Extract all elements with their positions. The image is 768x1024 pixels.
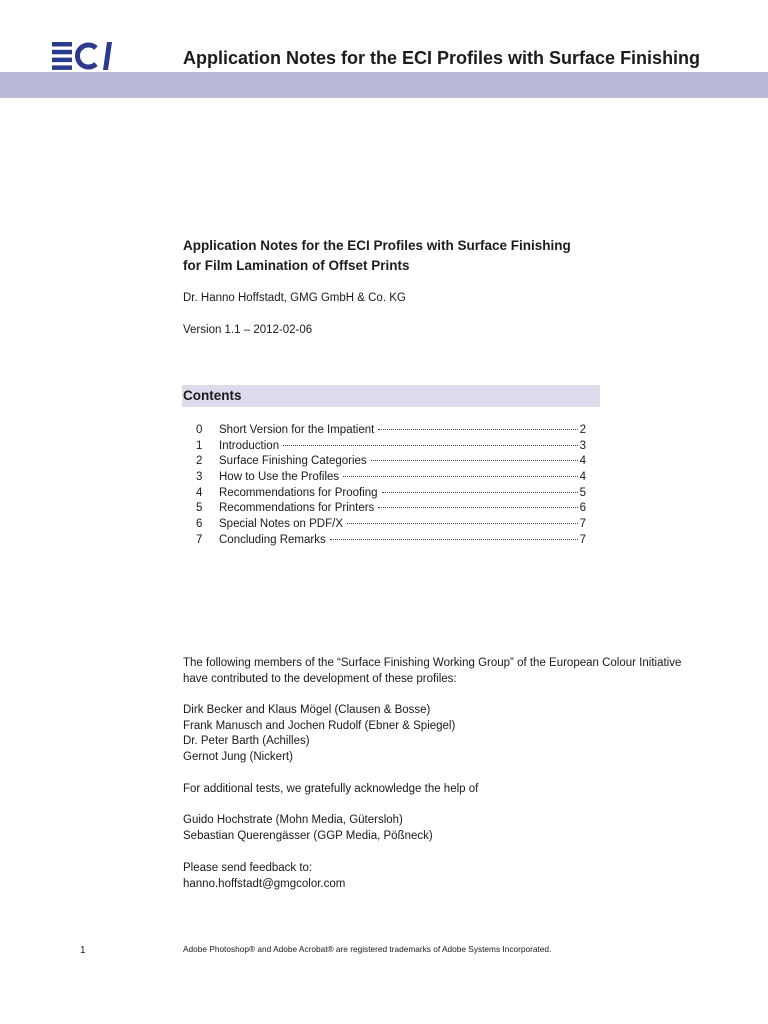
member-name: Frank Manusch and Jochen Rudolf (Ebner & Spiegel) bbox=[183, 719, 456, 732]
author-line: Dr. Hanno Hoffstadt, GMG GmbH & Co. KG bbox=[183, 292, 406, 304]
toc-page: 3 bbox=[579, 439, 586, 452]
header-title: Application Notes for the ECI Profiles with Surface Finishing bbox=[183, 48, 701, 68]
toc-leader-dots bbox=[371, 459, 578, 461]
member-name: Gernot Jung (Nickert) bbox=[183, 751, 293, 764]
toc-entry[interactable] bbox=[196, 455, 586, 471]
toc-entry[interactable] bbox=[196, 534, 586, 550]
toc-number: 0 bbox=[196, 424, 203, 436]
toc-entry[interactable] bbox=[196, 440, 586, 456]
feedback-section bbox=[183, 861, 743, 892]
toc-page: 7 bbox=[579, 533, 586, 546]
toc-page: 6 bbox=[579, 502, 586, 515]
toc-page: 7 bbox=[579, 518, 586, 531]
toc-entry[interactable] bbox=[196, 424, 586, 440]
version-line: Version 1.1 – 2012-02-06 bbox=[183, 324, 313, 336]
toc-page: 4 bbox=[579, 455, 586, 468]
feedback-email[interactable]: hanno.hoffstadt@gmgcolor.com bbox=[183, 877, 346, 890]
toc-entry[interactable] bbox=[196, 487, 586, 503]
toc-title: Short Version for the Impatient bbox=[219, 424, 375, 436]
toc-leader-dots bbox=[347, 522, 578, 524]
working-group-members bbox=[183, 703, 743, 766]
toc-number: 7 bbox=[196, 533, 203, 546]
toc-number: 3 bbox=[196, 471, 203, 484]
toc-leader-dots bbox=[382, 491, 578, 493]
toc-title: Introduction bbox=[219, 439, 280, 452]
toc-entry[interactable] bbox=[196, 471, 586, 487]
paragraph-line: have contributed to the development of these profiles: bbox=[183, 672, 457, 685]
member-name: Dirk Becker and Klaus Mögel (Clausen & Bosse) bbox=[183, 704, 431, 716]
toc-title: Surface Finishing Categories bbox=[219, 455, 367, 468]
helper-name: Guido Hochstrate (Mohn Media, Gütersloh) bbox=[183, 814, 403, 826]
member-name: Dr. Peter Barth (Achilles) bbox=[183, 735, 310, 748]
eci-logo bbox=[52, 42, 112, 70]
toc-entry[interactable] bbox=[196, 518, 586, 534]
toc-leader-dots bbox=[330, 538, 578, 540]
document-title bbox=[183, 236, 571, 276]
document-title-line: for Film Lamination of Offset Prints bbox=[183, 258, 410, 273]
toc-leader-dots bbox=[343, 475, 577, 477]
toc-page: 5 bbox=[579, 486, 586, 499]
toc-leader-dots bbox=[378, 506, 577, 508]
additional-tests-line bbox=[183, 782, 743, 798]
trademark-footnote: Adobe Photoshop® and Adobe Acrobat® are registered trademarks of Adobe Systems Incorporated. bbox=[183, 944, 552, 954]
toc-title: Recommendations for Printers bbox=[219, 502, 375, 515]
test-helpers bbox=[183, 813, 743, 844]
toc-page: 4 bbox=[579, 471, 586, 484]
paragraph-line: The following members of the “Surface Finishing Working Group” of the European Colour Initiative bbox=[183, 657, 682, 669]
toc-title: Concluding Remarks bbox=[219, 533, 326, 546]
toc-title: Special Notes on PDF/X bbox=[219, 518, 344, 531]
toc-leader-dots bbox=[283, 444, 577, 446]
helper-name: Sebastian Querengässer (GGP Media, Pößneck) bbox=[183, 829, 433, 842]
toc-title: Recommendations for Proofing bbox=[219, 486, 378, 499]
toc-number: 6 bbox=[196, 518, 203, 531]
toc-number: 4 bbox=[196, 486, 203, 499]
contents-heading: Contents bbox=[182, 385, 600, 407]
table-of-contents bbox=[196, 424, 586, 550]
paragraph-line: For additional tests, we gratefully acknowledge the help of bbox=[183, 783, 479, 795]
toc-leader-dots bbox=[378, 428, 577, 430]
toc-number: 2 bbox=[196, 455, 203, 468]
acknowledgement-intro bbox=[183, 656, 743, 687]
toc-entry[interactable] bbox=[196, 502, 586, 518]
document-title-line: Application Notes for the ECI Profiles with Surface Finishing bbox=[183, 238, 571, 253]
toc-page: 2 bbox=[579, 424, 586, 436]
toc-title: How to Use the Profiles bbox=[219, 471, 340, 484]
toc-number: 5 bbox=[196, 502, 203, 515]
feedback-label: Please send feedback to: bbox=[183, 862, 313, 874]
page-number: 1 bbox=[80, 945, 86, 956]
toc-number: 1 bbox=[196, 439, 203, 452]
header-band bbox=[0, 72, 768, 98]
